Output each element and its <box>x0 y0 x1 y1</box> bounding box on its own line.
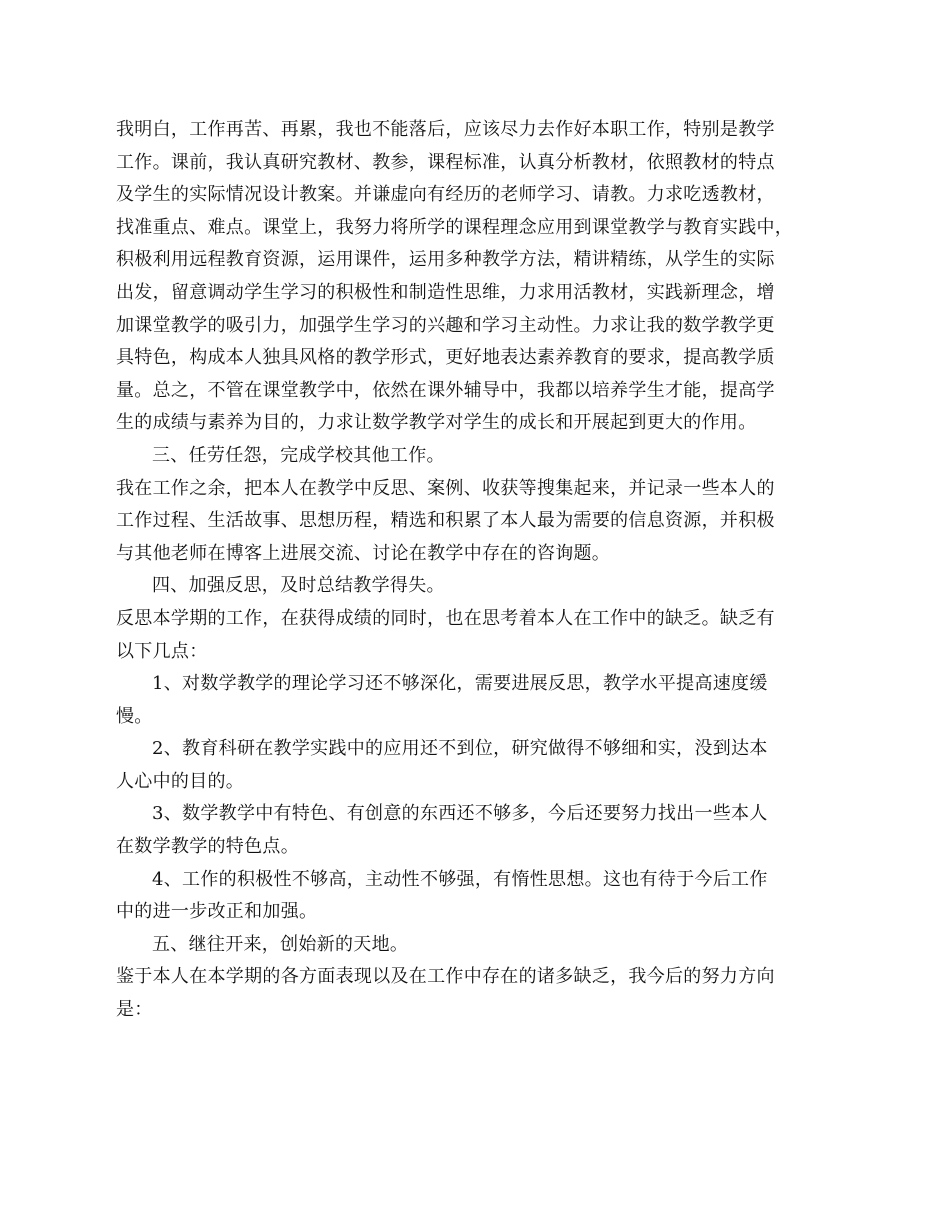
text-line: 中的进一步改正和加强。 <box>116 901 318 923</box>
text-line: 工作过程、生活故事、思想历程，精选和积累了本人最为需要的信息资源，并积极 <box>116 510 775 532</box>
paragraph <box>116 668 816 733</box>
document-body <box>116 114 816 1027</box>
text-line: 工作。课前，我认真研究教材、教参，课程标准，认真分析教材，依照教材的特点 <box>116 151 775 173</box>
text-line: 以下几点： <box>116 640 208 662</box>
text-line: 1、对数学教学的理论学习还不够深化，需要进展反思，教学水平提高速度缓 <box>152 673 768 695</box>
text-line: 人心中的目的。 <box>116 770 245 792</box>
text-line: 生的成绩与素养为目的，力求让数学教学对学生的成长和开展起到更大的作用。 <box>116 412 757 434</box>
text-line: 鉴于本人在本学期的各方面表现以及在工作中存在的诸多缺乏，我今后的努力方向 <box>116 966 775 988</box>
text-line: 五、继往开来，创始新的天地。 <box>152 933 409 955</box>
paragraph <box>116 473 816 571</box>
text-line: 量。总之，不管在课堂教学中，依然在课外辅导中，我都以培养学生才能，提高学 <box>116 379 775 401</box>
text-line: 我明白，工作再苦、再累，我也不能落后，应该尽力去作好本职工作，特别是教学 <box>116 119 775 140</box>
text-line: 出发，留意调动学生学习的积极性和制造性思维，力求用活教材，实践新理念，增 <box>116 281 775 303</box>
paragraph <box>116 114 816 440</box>
paragraph <box>116 733 816 798</box>
paragraph <box>116 864 816 929</box>
text-line: 在数学教学的特色点。 <box>116 836 299 858</box>
text-line: 2、教育科研在教学实践中的应用还不到位，研究做得不够细和实，没到达本 <box>152 738 768 760</box>
text-line: 找准重点、难点。课堂上，我努力将所学的课程理念应用到课堂教学与教育实践中， <box>116 216 794 238</box>
text-line: 4、工作的积极性不够高，主动性不够强，有惰性思想。这也有待于今后工作 <box>152 868 768 890</box>
text-line: 及学生的实际情况设计教案。并谦虚向有经历的老师学习、请教。力求吃透教材， <box>116 184 775 206</box>
text-line: 3、数学教学中有特色、有创意的东西还不够多，今后还要努力找出一些本人 <box>152 803 768 825</box>
text-line: 具特色，构成本人独具风格的教学形式，更好地表达素养教育的要求，提高教学质 <box>116 347 775 369</box>
text-line: 加课堂教学的吸引力，加强学生学习的兴趣和学习主动性。力求让我的数学教学更 <box>116 314 775 336</box>
text-line: 我在工作之余，把本人在教学中反思、案例、收获等搜集起来，并记录一些本人的 <box>116 477 775 499</box>
text-line: 慢。 <box>116 705 153 727</box>
paragraph <box>116 929 816 962</box>
text-line: 四、加强反思，及时总结教学得失。 <box>152 575 445 597</box>
text-line: 是： <box>116 999 153 1021</box>
text-line: 三、任劳任怨，完成学校其他工作。 <box>152 444 445 466</box>
text-line: 与其他老师在博客上进展交流、讨论在教学中存在的咨询题。 <box>116 542 611 564</box>
paragraph <box>116 961 816 1026</box>
paragraph <box>116 603 816 668</box>
paragraph <box>116 440 816 473</box>
paragraph <box>116 570 816 603</box>
text-line: 反思本学期的工作，在获得成绩的同时，也在思考着本人在工作中的缺乏。缺乏有 <box>116 607 775 629</box>
text-line: 积极利用远程教育资源，运用课件，运用多种教学方法，精讲精练，从学生的实际 <box>116 249 775 271</box>
paragraph <box>116 798 816 863</box>
